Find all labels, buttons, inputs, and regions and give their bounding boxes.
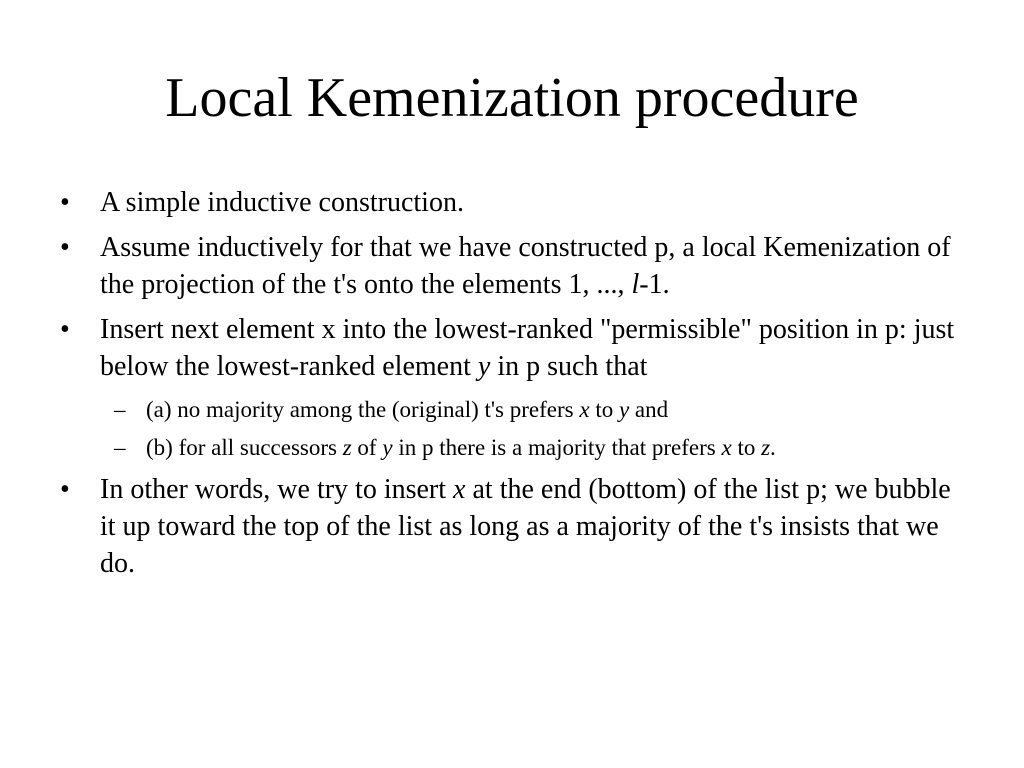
sub-bullet-italic: x (579, 397, 590, 422)
sub-bullet-item (0, 395, 958, 424)
bullet-italic: x (453, 474, 466, 505)
bullet-text: -1. (639, 269, 670, 300)
bullet-marker: • (60, 314, 70, 345)
sub-bullet-text: to (589, 397, 619, 422)
sub-bullet-italic: z (342, 435, 352, 460)
bullet-item (0, 229, 1024, 303)
sub-bullet-italic: z (761, 435, 771, 460)
bullet-text: Assume inductively for that we have constructed p, a local Kemenization of the projection of the t's onto the elements 1, ..., (100, 232, 951, 300)
bullet-marker: • (60, 187, 70, 218)
bullet-marker: • (60, 474, 70, 505)
bullet-item (0, 311, 1024, 462)
sub-bullet-text: (b) for all successors (146, 435, 343, 460)
bullet-marker: • (60, 232, 70, 263)
sub-bullet-text: . (770, 435, 776, 460)
bullet-italic: l (631, 269, 640, 300)
slide-title: Local Kemenization procedure (165, 67, 859, 129)
sub-bullet-text: of (351, 435, 383, 460)
sub-bullet-item (0, 433, 958, 462)
bullet-item (0, 471, 1024, 582)
bullet-text: In other words, we try to insert (100, 474, 454, 505)
bullet-italic: y (477, 351, 491, 382)
bullet-text: A simple inductive construction. (100, 187, 464, 218)
sub-bullet-list (0, 395, 958, 462)
bullet-text: in p such that (490, 351, 648, 382)
bullet-text: Insert next element x into the lowest-ranked "permissible" position in p: just below the lowest-ranked element (100, 314, 955, 382)
sub-bullet-text: to (731, 435, 762, 460)
sub-bullet-italic: y (382, 435, 393, 460)
dash-marker: – (114, 397, 126, 422)
sub-bullet-text: and (629, 397, 669, 422)
sub-bullet-text: in p there is a majority that prefers (392, 435, 722, 460)
bullet-text: at the end (bottom) of the list p; we bubble it up toward the top of the list as long as a majority of the t's insists that we do. (100, 474, 951, 579)
bullet-item (0, 184, 1024, 221)
dash-marker: – (114, 435, 126, 460)
sub-bullet-italic: x (721, 435, 732, 460)
bullet-list (0, 184, 1024, 590)
sub-bullet-text: (a) no majority among the (original) t's prefers (146, 397, 580, 422)
sub-bullet-italic: y (618, 397, 630, 422)
